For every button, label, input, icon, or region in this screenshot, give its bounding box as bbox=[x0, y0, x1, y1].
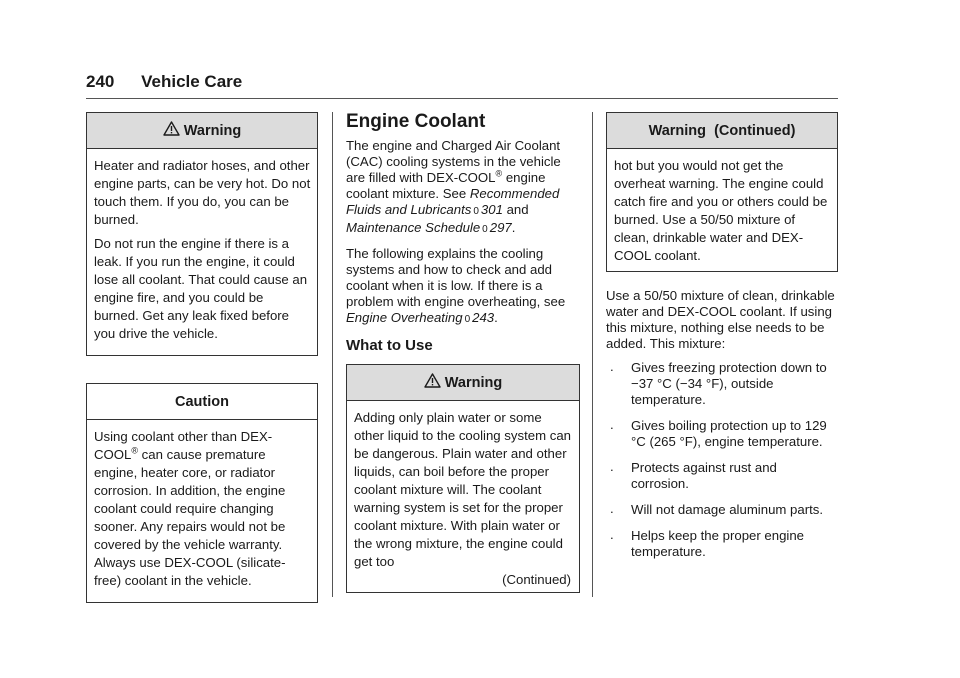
page-ref-243[interactable]: 243 bbox=[472, 310, 495, 325]
link-engine-overheating[interactable]: Engine Overheating bbox=[346, 310, 463, 325]
warning-title: Warning bbox=[183, 122, 242, 139]
overheating-paragraph: The following explains the cooling systems and how to check and add coolant when it is low. If there is a problem with engine overheating, see Engine Overheating 0 243. bbox=[346, 246, 566, 325]
warning-box-header bbox=[87, 113, 317, 149]
page-header bbox=[86, 72, 242, 92]
warning-text: Adding only plain water or some other liquid to the cooling system can be dangerous. Plain water and other liquids, can boil before the proper coolant mixture will. The coolant warning system is set for the proper coolant mixture. With plain water or the wrong mixture, the engine could get too bbox=[354, 410, 571, 569]
page-ref-arrow-icon: 0 bbox=[473, 206, 479, 217]
page-ref-arrow-icon: 0 bbox=[482, 224, 488, 235]
mixture-benefits-list bbox=[606, 360, 838, 560]
warning-box-body bbox=[607, 149, 837, 271]
page-ref-arrow-icon: 0 bbox=[464, 314, 471, 325]
list-item: . Gives boiling protection up to 129 °C (265 °F), engine temperature. bbox=[610, 417, 827, 449]
page-ref-297[interactable]: 297 bbox=[489, 220, 512, 235]
warning-box-header bbox=[347, 365, 579, 401]
page-ref-301[interactable]: 301 bbox=[480, 202, 503, 217]
right-column bbox=[606, 112, 838, 570]
bullet-icon: . bbox=[610, 527, 614, 542]
intro-paragraph: The engine and Charged Air Coolant (CAC) cooling systems in the vehicle are filled with DEX-COOL® engine coolant mixture. See Recommended Fluids and Lubricants 0 301 and Maintenance Schedule 0 297. bbox=[346, 138, 561, 235]
bullet-icon: . bbox=[610, 459, 614, 474]
warning-box-hot-parts bbox=[86, 112, 318, 356]
warning-title: Warning bbox=[444, 374, 503, 391]
list-item: . Protects against rust and corrosion. bbox=[610, 459, 777, 491]
header-rule bbox=[86, 98, 838, 99]
link-maintenance-schedule[interactable]: Maintenance Schedule bbox=[346, 220, 481, 235]
list-item: . Will not damage aluminum parts. bbox=[610, 501, 824, 517]
section-heading: Engine Coolant bbox=[346, 111, 486, 132]
warning-triangle-icon bbox=[424, 373, 441, 392]
warning-paragraph: Heater and radiator hoses, and other engine parts, can be very hot. Do not touch them. If you do, you can be burned. bbox=[94, 158, 311, 227]
warning-box-plain-water bbox=[346, 364, 580, 593]
section-title: Vehicle Care bbox=[141, 72, 243, 91]
column-divider-right bbox=[592, 112, 593, 597]
warning-box-body bbox=[347, 401, 579, 592]
warning-text: hot but you would not get the overheat warning. The engine could catch fire and you or others could be burned. Use a 50/50 mixture of clean, drinkable water and DEX-COOL coolant. bbox=[614, 158, 828, 263]
page-number: 240 bbox=[86, 72, 115, 91]
caution-box-body bbox=[87, 420, 317, 602]
list-item: . Gives freezing protection down to −37 °C (−34 °F), outside temperature. bbox=[610, 359, 827, 407]
warning-paragraph: Do not run the engine if there is a leak. If you run the engine, it could lose all coolant. That could cause an engine fire, and you could be burned. Get any leak fixed before you drive the vehicle. bbox=[94, 236, 308, 341]
mixture-paragraph: Use a 50/50 mixture of clean, drinkable water and DEX-COOL coolant. If using this mixture, nothing else needs to be added. This mixture: bbox=[606, 288, 835, 351]
warning-box-body bbox=[87, 149, 317, 355]
warning-triangle-icon bbox=[163, 121, 180, 140]
warning-title: Warning (Continued) bbox=[648, 122, 796, 139]
bullet-icon: . bbox=[610, 417, 614, 432]
caution-text: Using coolant other than DEX-COOL® can cause premature engine, heater core, or radiator corrosion. In addition, the engine coolant could require changing sooner. Any repairs would not be covered by the vehicle warranty. Always use DEX-COOL (silicate-free) coolant in the vehicle. bbox=[94, 429, 286, 588]
caution-title: Caution bbox=[175, 393, 229, 410]
continued-label: (Continued) bbox=[502, 572, 571, 587]
caution-box bbox=[86, 383, 318, 603]
warning-box-header bbox=[607, 113, 837, 149]
warning-box-continued bbox=[606, 112, 838, 272]
bullet-icon: . bbox=[610, 501, 614, 516]
link-recommended-fluids[interactable]: Recommended Fluids and Lubricants bbox=[346, 186, 560, 217]
subheading-what-to-use: What to Use bbox=[346, 337, 433, 354]
caution-box-header bbox=[87, 384, 317, 420]
column-divider-left bbox=[332, 112, 333, 597]
middle-column bbox=[346, 111, 580, 593]
list-item: . Helps keep the proper engine temperature. bbox=[610, 527, 805, 559]
bullet-icon: . bbox=[610, 359, 614, 374]
left-column bbox=[86, 112, 318, 603]
